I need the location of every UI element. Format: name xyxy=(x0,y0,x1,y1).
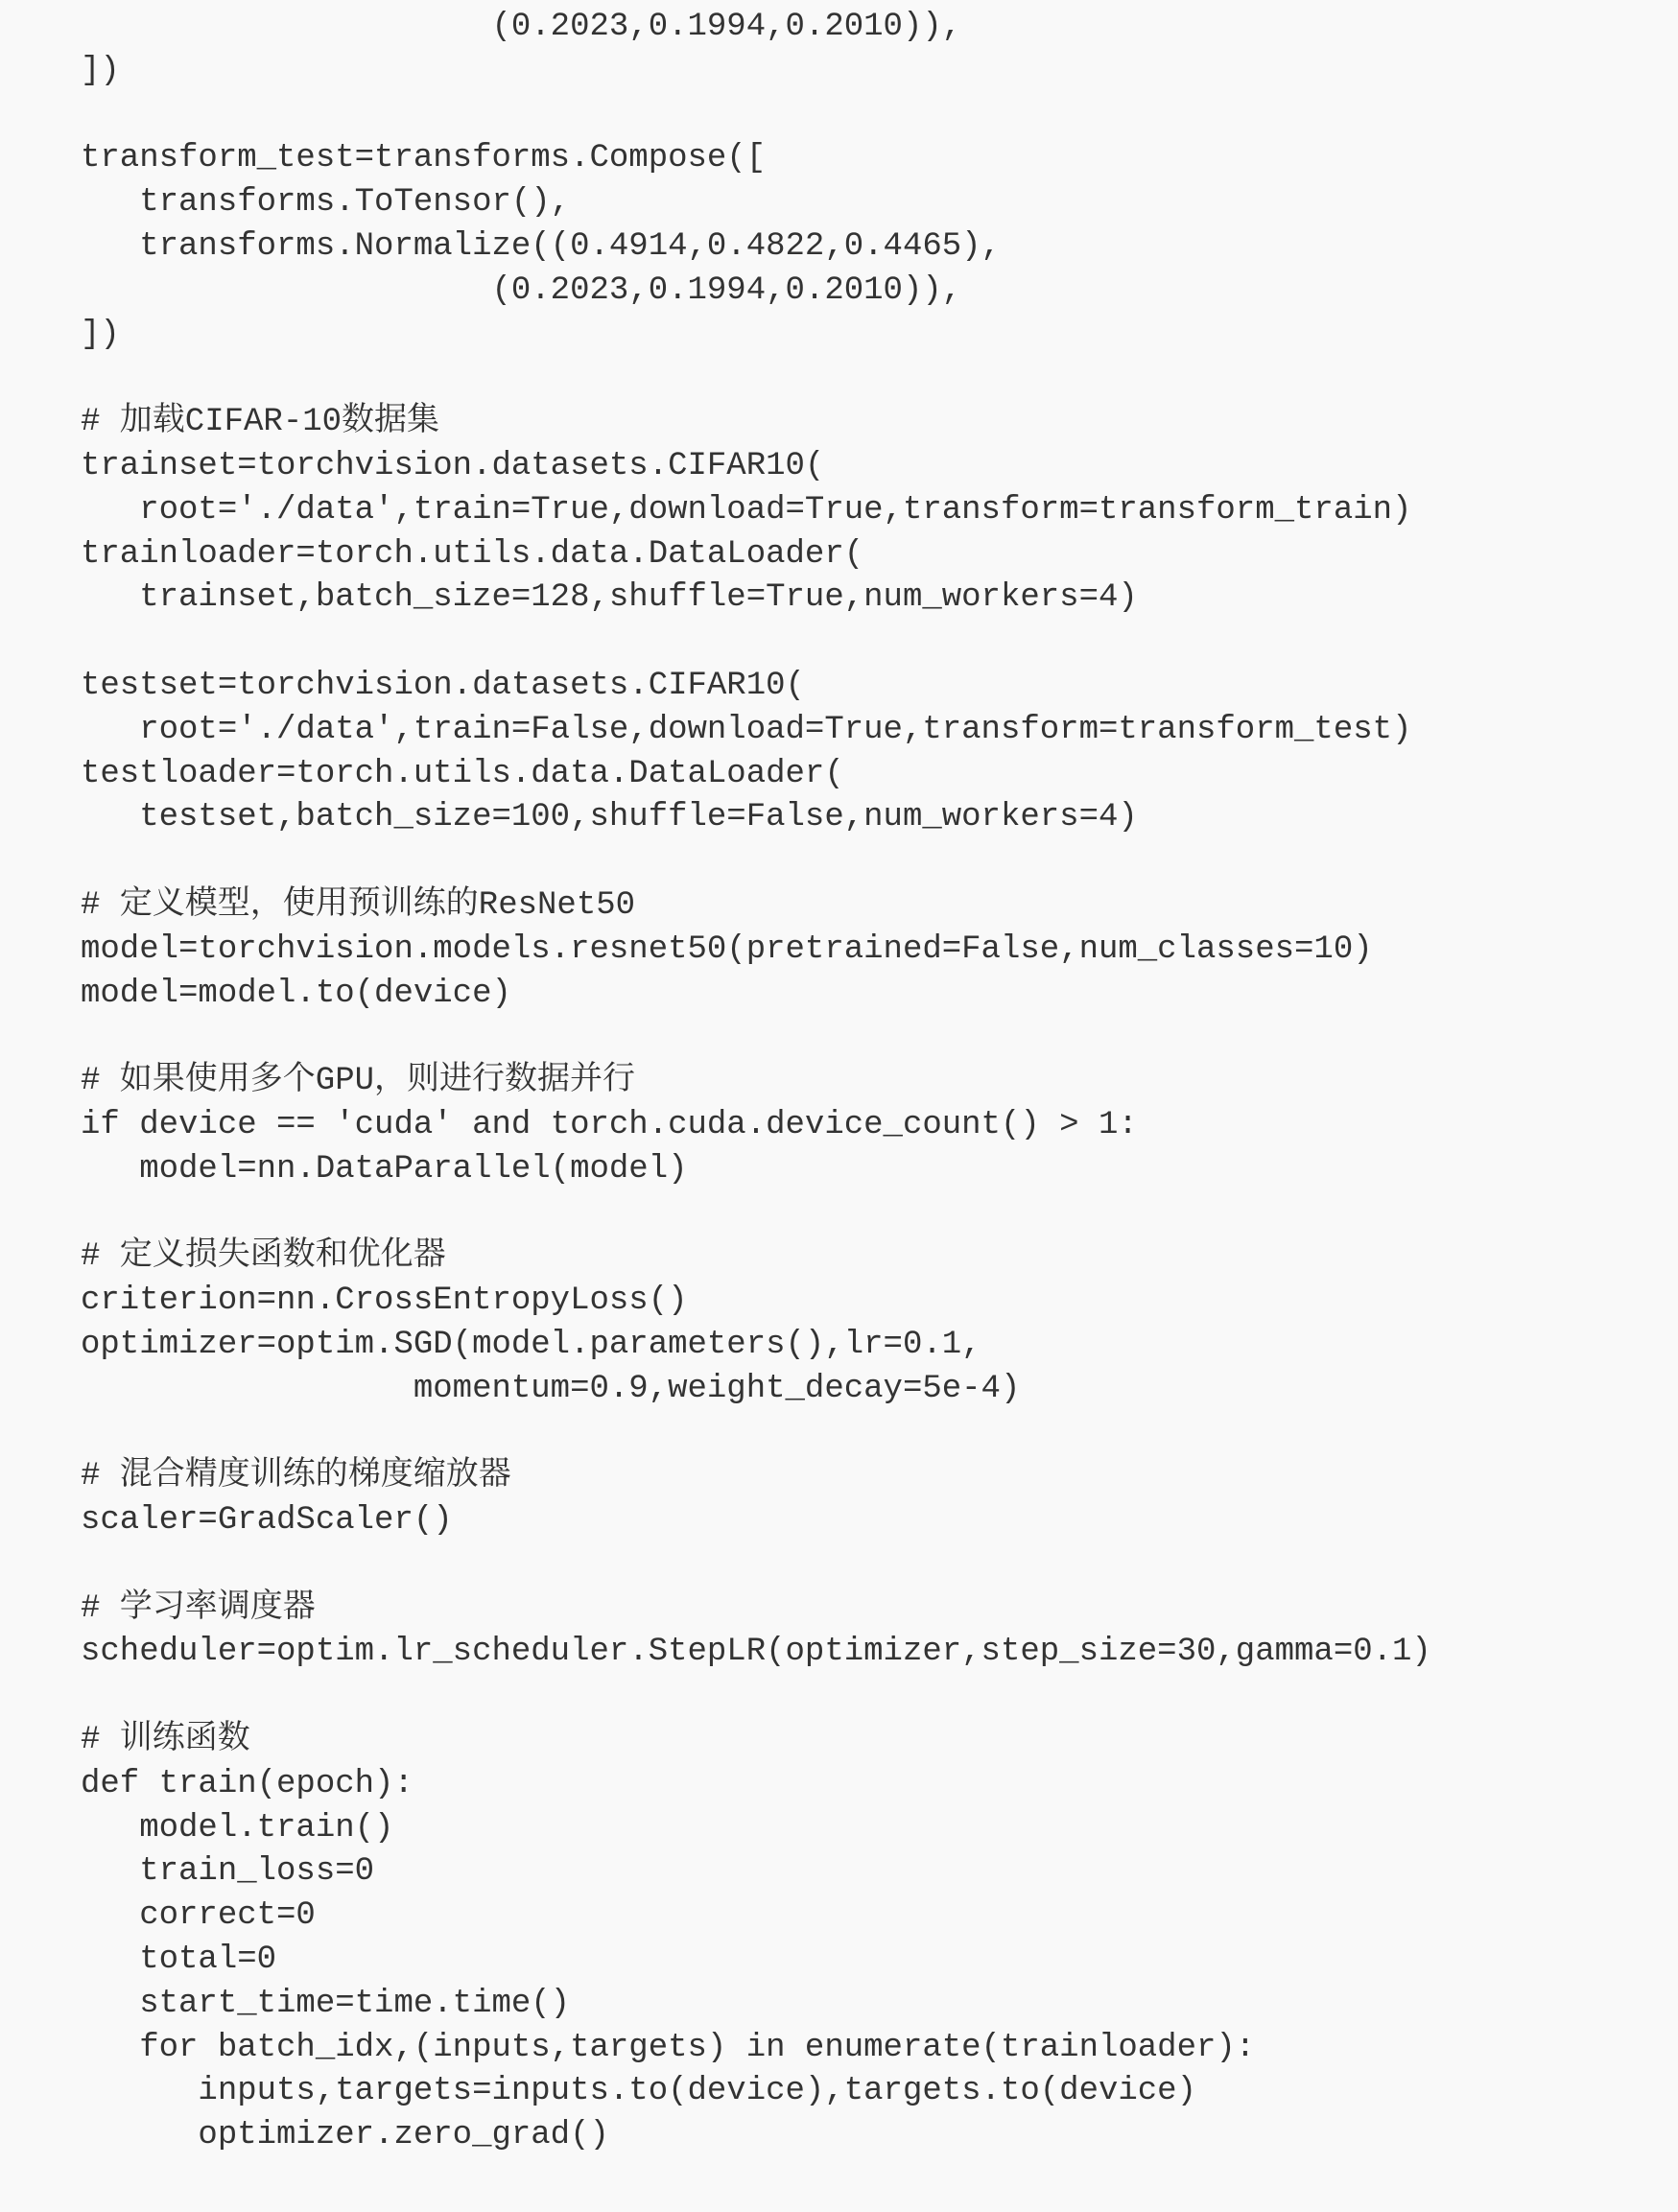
code-line: ]) xyxy=(81,52,120,89)
code-block xyxy=(81,6,1431,2158)
code-line: total=0 xyxy=(81,1941,277,1979)
code-line: model=torchvision.models.resnet50(pretrained=False,num_classes=10) xyxy=(81,930,1373,968)
code-line: transform_test=transforms.Compose([ xyxy=(81,140,767,177)
code-line: trainset=torchvision.datasets.CIFAR10( xyxy=(81,447,825,484)
code-line: inputs,targets=inputs.to(device),targets.to(device) xyxy=(81,2073,1196,2110)
code-line: trainloader=torch.utils.data.DataLoader( xyxy=(81,535,864,573)
code-line: for batch_idx,(inputs,targets) in enumerate(trainloader): xyxy=(81,2029,1256,2066)
code-line: train_loss=0 xyxy=(81,1853,375,1891)
code-line xyxy=(81,1543,1431,1588)
code-comment: # 训练函数 xyxy=(81,1722,250,1759)
code-comment: # 如果使用多个GPU，则进行数据并行 xyxy=(81,1063,636,1100)
code-line: root='./data',train=False,download=True,transform=transform_test) xyxy=(81,711,1412,748)
code-line: ]) xyxy=(81,316,120,353)
code-line xyxy=(81,840,1431,884)
code-line: if device == 'cuda' and torch.cuda.device_count() > 1: xyxy=(81,1106,1138,1143)
code-line: scaler=GradScaler() xyxy=(81,1502,453,1540)
code-line: model=nn.DataParallel(model) xyxy=(81,1150,688,1188)
code-line: transforms.Normalize((0.4914,0.4822,0.4465), xyxy=(81,227,1001,265)
code-line: testset=torchvision.datasets.CIFAR10( xyxy=(81,667,805,704)
code-line xyxy=(81,1675,1431,1719)
code-line: start_time=time.time() xyxy=(81,1985,571,2022)
code-line: correct=0 xyxy=(81,1897,316,1935)
code-line xyxy=(81,1192,1431,1236)
code-line xyxy=(81,1016,1431,1060)
code-line xyxy=(81,1412,1431,1456)
code-line: optimizer=optim.SGD(model.parameters(),lr=0.1, xyxy=(81,1326,981,1363)
code-line: testset,batch_size=100,shuffle=False,num_workers=4) xyxy=(81,799,1138,836)
code-line xyxy=(81,94,1431,138)
code-line: criterion=nn.CrossEntropyLoss() xyxy=(81,1282,688,1320)
code-line: transforms.ToTensor(), xyxy=(81,184,571,222)
code-comment: # 定义损失函数和优化器 xyxy=(81,1238,446,1276)
code-comment: # 混合精度训练的梯度缩放器 xyxy=(81,1458,511,1495)
code-line: model=model.to(device) xyxy=(81,975,511,1012)
code-line: (0.2023,0.1994,0.2010)), xyxy=(81,271,962,309)
code-line: trainset,batch_size=128,shuffle=True,num_workers=4) xyxy=(81,579,1138,617)
code-comment: # 加载CIFAR-10数据集 xyxy=(81,404,440,441)
code-line: scheduler=optim.lr_scheduler.StepLR(optimizer,step_size=30,gamma=0.1) xyxy=(81,1634,1431,1671)
code-comment: # 学习率调度器 xyxy=(81,1589,316,1627)
code-line: momentum=0.9,weight_decay=5e-4) xyxy=(81,1370,1021,1407)
code-line: root='./data',train=True,download=True,transform=transform_train) xyxy=(81,491,1412,529)
code-line xyxy=(81,357,1431,401)
code-line: (0.2023,0.1994,0.2010)), xyxy=(81,9,962,45)
code-line: model.train() xyxy=(81,1809,394,1847)
code-comment: # 定义模型，使用预训练的ResNet50 xyxy=(81,886,636,924)
code-line xyxy=(81,621,1431,665)
code-line: optimizer.zero_grad() xyxy=(81,2117,609,2154)
code-line: def train(epoch): xyxy=(81,1765,414,1802)
code-line: testloader=torch.utils.data.DataLoader( xyxy=(81,755,844,792)
